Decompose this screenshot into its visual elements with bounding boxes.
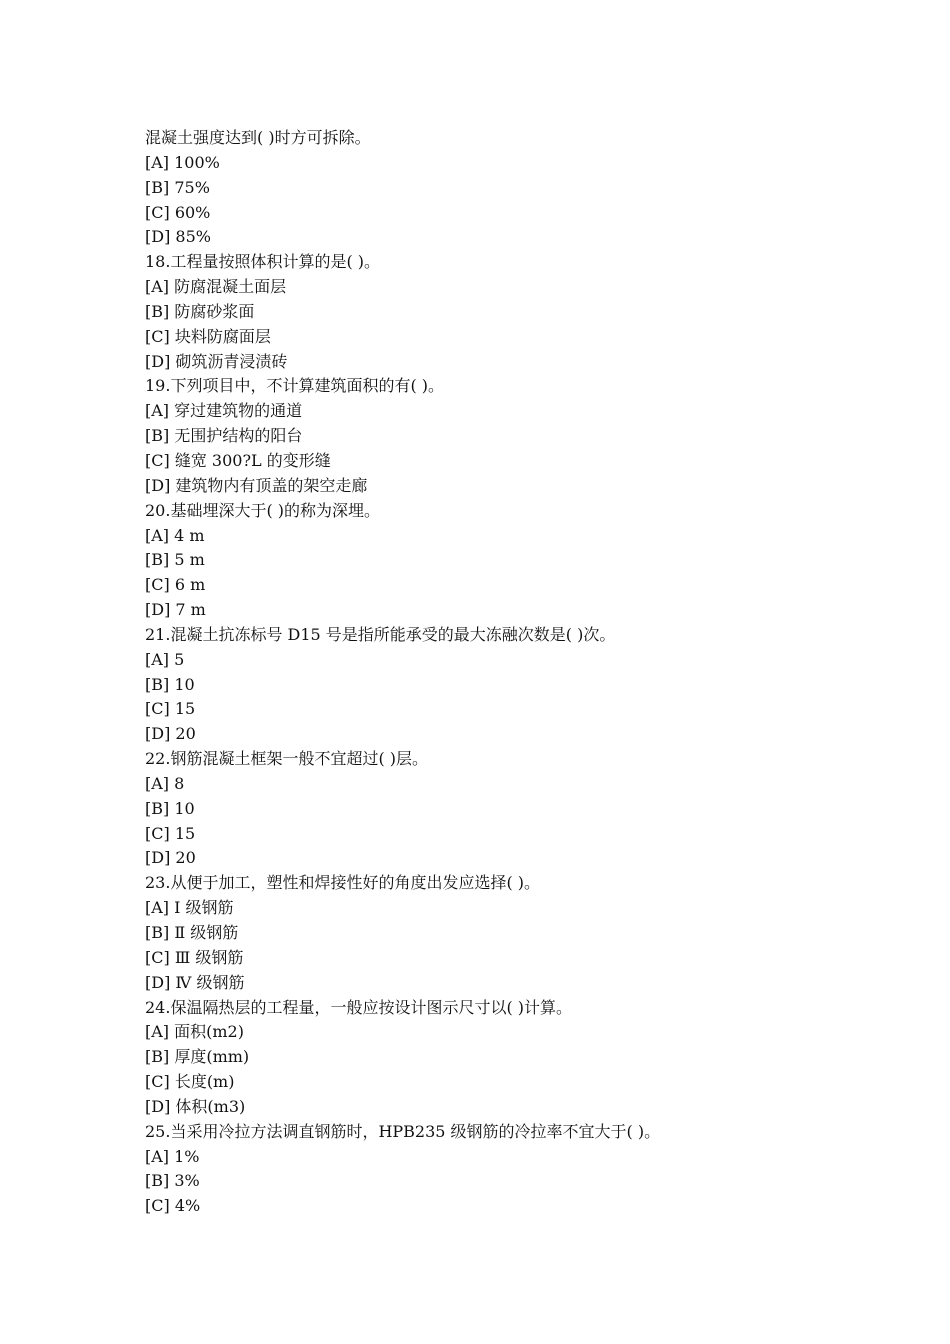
option-c: [C] Ⅲ 级钢筋 bbox=[145, 947, 244, 967]
option-b: [B] 防腐砂浆面 bbox=[145, 301, 255, 321]
option-d: [D] 建筑物内有顶盖的架空走廊 bbox=[145, 475, 368, 495]
question-20: 20.基础埋深大于( )的称为深埋。 bbox=[145, 500, 381, 520]
option-b: [B] 10 bbox=[145, 674, 195, 694]
option-a: [A] Ⅰ 级钢筋 bbox=[145, 898, 234, 918]
option-b: [B] 3% bbox=[145, 1171, 200, 1191]
question-21: 21.混凝土抗冻标号 D15 号是指所能承受的最大冻融次数是( )次。 bbox=[145, 624, 616, 644]
option-c: [C] 缝宽 300?L 的变形缝 bbox=[145, 450, 331, 470]
question-19: 19.下列项目中，不计算建筑面积的有( )。 bbox=[145, 376, 445, 396]
option-b: [B] 10 bbox=[145, 798, 195, 818]
option-d: [D] 20 bbox=[145, 848, 196, 868]
option-b: [B] 无围护结构的阳台 bbox=[145, 426, 303, 446]
option-b: [B] 75% bbox=[145, 177, 210, 197]
option-a: [A] 防腐混凝土面层 bbox=[145, 277, 287, 297]
question-24: 24.保温隔热层的工程量，一般应按设计图示尺寸以( )计算。 bbox=[145, 997, 573, 1017]
question-25: 25.当采用冷拉方法调直钢筋时，HPB235 级钢筋的冷拉率不宜大于( )。 bbox=[145, 1121, 661, 1141]
option-a: [A] 穿过建筑物的通道 bbox=[145, 401, 303, 421]
option-c: [C] 60% bbox=[145, 202, 211, 222]
option-a: [A] 1% bbox=[145, 1146, 200, 1166]
option-d: [D] 体积(m3) bbox=[145, 1096, 246, 1116]
option-c: [C] 长度(m) bbox=[145, 1072, 235, 1092]
question-text: 混凝土强度达到( )时方可拆除。 bbox=[145, 128, 371, 147]
option-a: [A] 5 bbox=[145, 649, 185, 669]
option-b: [B] Ⅱ 级钢筋 bbox=[145, 923, 239, 942]
option-a: [A] 8 bbox=[145, 773, 185, 793]
document-page bbox=[145, 126, 905, 1219]
option-b: [B] 厚度(mm) bbox=[145, 1047, 250, 1067]
option-c: [C] 6 m bbox=[145, 575, 206, 595]
option-d: [D] 20 bbox=[145, 724, 196, 744]
option-d: [D] 85% bbox=[145, 227, 211, 247]
question-23: 23.从便于加工，塑性和焊接性好的角度出发应选择( )。 bbox=[145, 873, 541, 893]
option-a: [A] 4 m bbox=[145, 525, 205, 545]
option-d: [D] 砌筑沥青浸渍砖 bbox=[145, 351, 288, 371]
option-a: [A] 面积(m2) bbox=[145, 1022, 244, 1042]
question-22: 22.钢筋混凝土框架一般不宜超过( )层。 bbox=[145, 749, 429, 769]
option-d: [D] 7 m bbox=[145, 600, 206, 620]
option-c: [C] 15 bbox=[145, 699, 196, 719]
option-c: [C] 15 bbox=[145, 823, 196, 843]
option-c: [C] 4% bbox=[145, 1196, 201, 1216]
option-b: [B] 5 m bbox=[145, 550, 205, 570]
question-18: 18.工程量按照体积计算的是( )。 bbox=[145, 252, 381, 272]
option-c: [C] 块料防腐面层 bbox=[145, 326, 271, 346]
option-d: [D] Ⅳ 级钢筋 bbox=[145, 972, 245, 992]
option-a: [A] 100% bbox=[145, 152, 220, 172]
